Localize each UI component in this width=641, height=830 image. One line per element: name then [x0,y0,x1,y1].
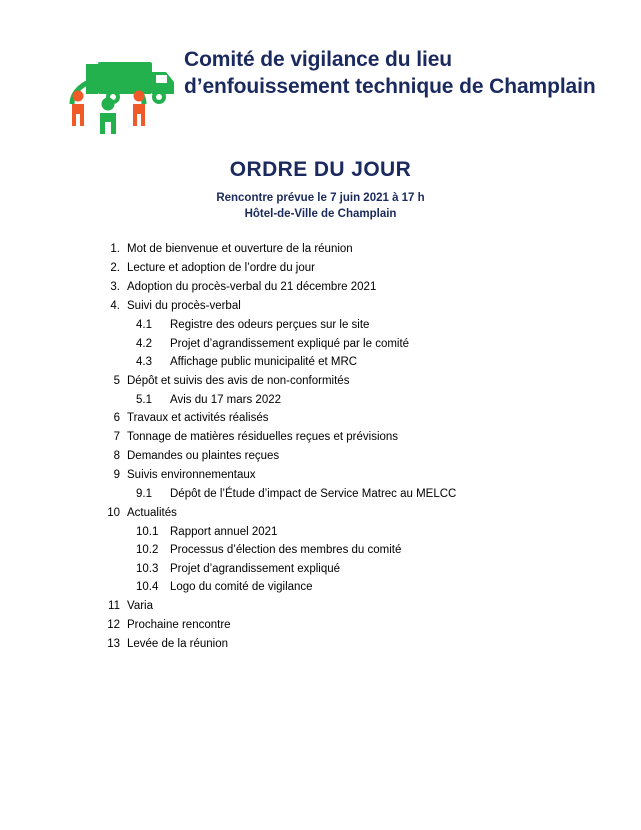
meeting-datetime: Rencontre prévue le 7 juin 2021 à 17 h [216,192,425,204]
agenda-subitem [104,582,617,594]
agenda-item-label: Rapport annuel 2021 [170,525,278,538]
agenda-item-number: 6 [113,412,120,425]
agenda-item [104,244,617,256]
agenda-item-label: Logo du comité de vigilance [170,581,313,594]
agenda-list [0,244,641,650]
agenda-item [104,413,617,425]
document-header [0,0,641,134]
agenda-item-number: 2. [110,262,120,275]
agenda-item-number: 10 [107,506,120,519]
garbage-truck-and-people-logo [38,34,178,134]
agenda-item-label: Demandes ou plaintes reçues [127,450,280,463]
agenda-item [104,470,617,482]
agenda-item-number: 4.2 [136,337,152,350]
agenda-item-label: Varia [127,599,153,612]
agenda-item-number: 4.3 [136,356,152,369]
agenda-subitem [104,395,617,407]
agenda-item-number: 10.3 [136,562,159,575]
agenda-item-number: 10.4 [136,581,159,594]
agenda-item-number: 4. [110,300,120,313]
agenda-item-number: 10.1 [136,525,159,538]
agenda-item-label: Actualités [127,506,177,519]
agenda-item-label: Lecture et adoption de l’ordre du jour [127,262,315,275]
agenda-item-label: Dépôt de l’Étude d’impact de Service Matrec au MELCC [170,488,457,501]
agenda-item-label: Travaux et activités réalisés [127,412,269,425]
agenda-item [104,639,617,651]
agenda-subitem [104,339,617,351]
agenda-item-label: Suivis environnementaux [127,469,256,482]
agenda-item-label: Affichage public municipalité et MRC [170,356,358,369]
agenda-item [104,282,617,294]
agenda-item [104,508,617,520]
agenda-item-number: 5 [113,374,120,387]
agenda-subitem [104,527,617,539]
meeting-details [0,191,641,222]
agenda-item-label: Projet d’agrandissement expliqué [170,562,341,575]
agenda-item-number: 9 [113,469,120,482]
agenda-item [104,376,617,388]
agenda-item [104,432,617,444]
agenda-item-number: 4.1 [136,319,152,332]
agenda-subitem [104,489,617,501]
agenda-item-number: 13 [107,637,120,650]
meeting-location: Hôtel-de-Ville de Champlain [244,207,397,220]
organization-title: Comité de vigilance du lieu d’enfouissement technique de Champlain [184,48,596,99]
agenda-item-number: 9.1 [136,488,152,501]
agenda-item-label: Levée de la réunion [127,637,229,650]
agenda-item-label: Registre des odeurs perçues sur le site [170,319,370,332]
agenda-item-label: Avis du 17 mars 2022 [170,393,282,406]
agenda-item-number: 5.1 [136,393,152,406]
agenda-item-label: Suivi du procès-verbal [127,300,241,313]
agenda-item [104,263,617,275]
page-title: ORDRE DU JOUR [229,158,412,181]
agenda-item-label: Tonnage de matières résiduelles reçues et prévisions [127,431,399,444]
agenda-item-label: Processus d’élection des membres du comité [170,544,402,557]
agenda-item [104,601,617,613]
agenda-subitem [104,357,617,369]
agenda-item-number: 8 [113,450,120,463]
agenda-item [104,451,617,463]
agenda-item [104,301,617,313]
agenda-item-label: Dépôt et suivis des avis de non-conformités [127,374,350,387]
agenda-item-number: 7 [113,431,120,444]
agenda-subitem [104,545,617,557]
agenda-item [104,620,617,632]
agenda-item-label: Mot de bienvenue et ouverture de la réunion [127,243,353,256]
agenda-item-number: 12 [107,618,120,631]
agenda-subitem [104,320,617,332]
agenda-item-label: Adoption du procès-verbal du 21 décembre 2021 [127,281,377,294]
agenda-item-number: 11 [108,599,120,612]
agenda-item-number: 10.2 [136,544,159,557]
agenda-subitem [104,564,617,576]
agenda-item-label: Prochaine rencontre [127,618,231,631]
agenda-item-label: Projet d’agrandissement expliqué par le comité [170,337,410,350]
agenda-item-number: 1. [110,243,120,256]
agenda-item-number: 3. [110,281,120,294]
